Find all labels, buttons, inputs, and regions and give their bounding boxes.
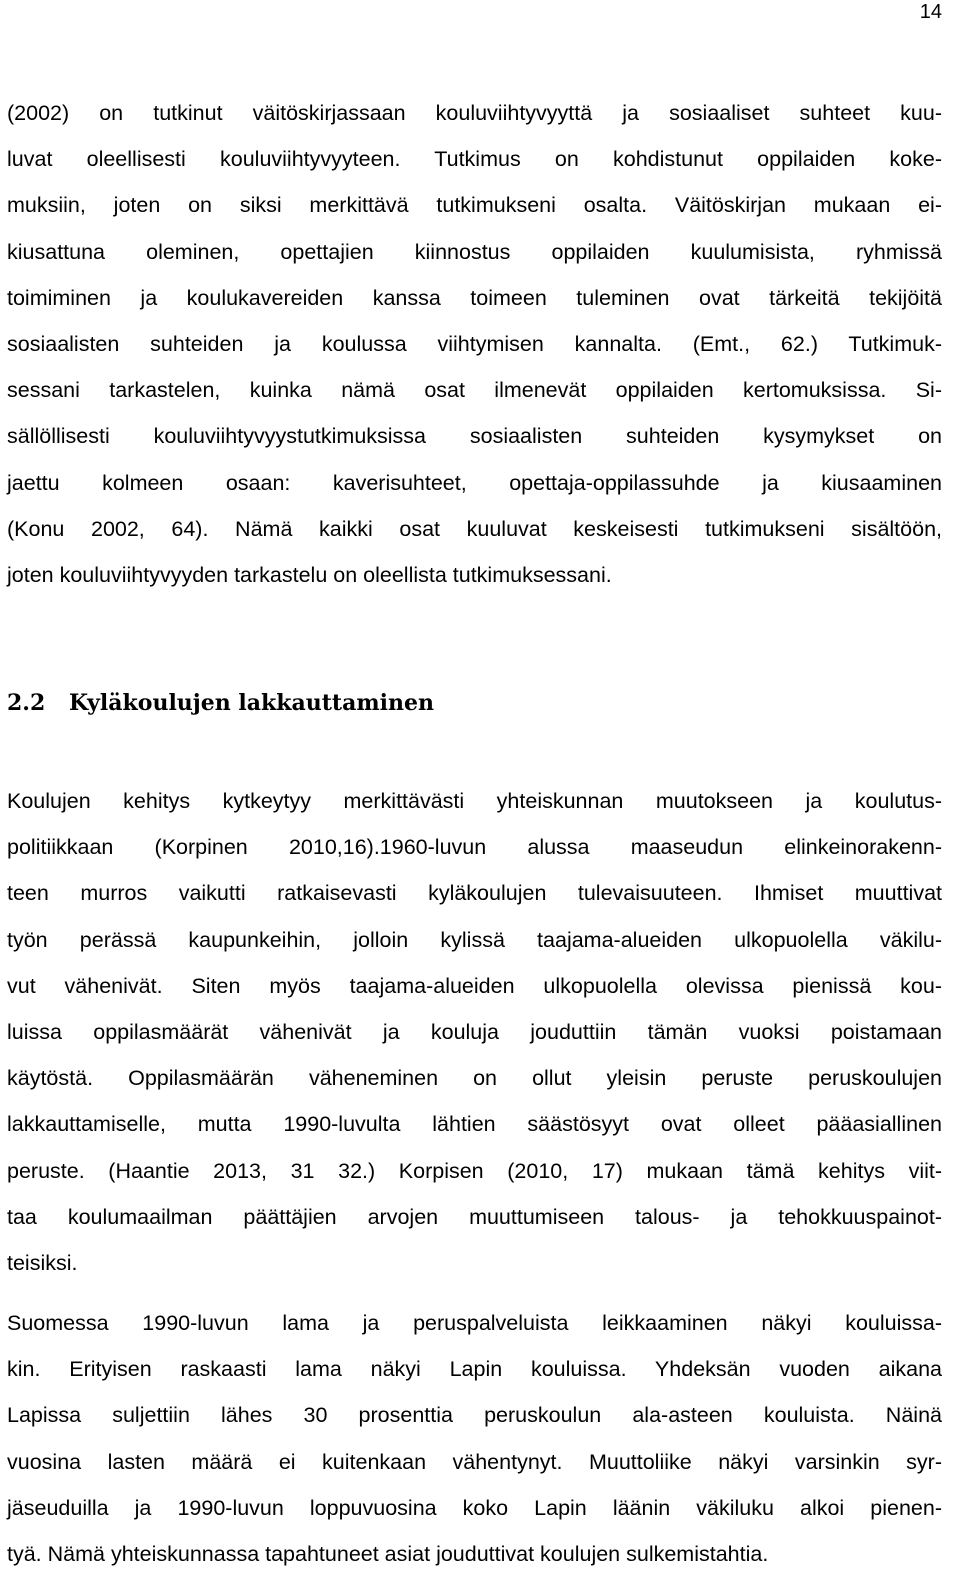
text-line: jäseuduilla ja 1990-luvun loppuvuosina koko Lapin läänin väkiluku alkoi pienen-: [7, 1495, 942, 1520]
text-line: työn perässä kaupunkeihin, jolloin kylissä taajama-alueiden ulkopuolella väkilu-: [7, 927, 942, 952]
text-line: tyä. Nämä yhteiskunnassa tapahtuneet asiat jouduttivat koulujen sulkemistahtia.: [7, 1542, 769, 1567]
section-title: Kyläkoulujen lakkauttaminen: [69, 690, 434, 716]
text-line: kin. Erityisen raskaasti lama näkyi Lapin kouluissa. Yhdeksän vuoden aikana: [7, 1357, 942, 1382]
text-line: käytöstä. Oppilasmäärän väheneminen on ollut yleisin peruste peruskoulujen: [7, 1066, 942, 1091]
text-line: toimiminen ja koulukavereiden kanssa toimeen tuleminen ovat tärkeitä tekijöitä: [7, 285, 942, 310]
text-line: teisiksi.: [7, 1251, 78, 1276]
section-heading: [7, 683, 434, 723]
text-line: Koulujen kehitys kytkeytyy merkittävästi yhteiskunnan muutokseen ja koulutus-: [7, 789, 942, 813]
text-line: vuosina lasten määrä ei kuitenkaan vähentynyt. Muuttoliike näkyi varsinkin syr-: [7, 1449, 942, 1474]
text-line: lakkauttamiselle, mutta 1990-luvulta lähtien säästösyyt ovat olleet pääasiallinen: [7, 1112, 942, 1137]
text-line: muksiin, joten on siksi merkittävä tutkimukseni osalta. Väitöskirjan mukaan ei-: [7, 193, 942, 218]
text-line: joten kouluviihtyvyyden tarkastelu on oleellista tutkimuksessani.: [7, 563, 612, 588]
body-paragraph: [7, 1300, 942, 1577]
text-line: sessani tarkastelen, kuinka nämä osat ilmenevät oppilaiden kertomuksissa. Si-: [7, 378, 942, 403]
text-line: (2002) on tutkinut väitöskirjassaan kouluviihtyvyyttä ja sosiaaliset suhteet kuu-: [7, 101, 942, 125]
text-line: politiikkaan (Korpinen 2010,16).1960-luvun alussa maaseudun elinkeinorakenn-: [7, 835, 942, 860]
section-number: 2.2: [7, 690, 46, 716]
text-line: peruste. (Haantie 2013, 31 32.) Korpisen (2010, 17) mukaan tämä kehitys viit-: [7, 1158, 942, 1183]
text-line: Lapissa suljettiin lähes 30 prosenttia peruskoulun ala-asteen kouluista. Näinä: [7, 1403, 942, 1428]
page-number: 14: [919, 1, 942, 23]
body-paragraph: [7, 90, 942, 598]
text-line: luissa oppilasmäärät vähenivät ja kouluja jouduttiin tämän vuoksi poistamaan: [7, 1020, 942, 1045]
text-line: sosiaalisten suhteiden ja koulussa viihtymisen kannalta. (Emt., 62.) Tutkimuk-: [7, 332, 942, 357]
text-line: Suomessa 1990-luvun lama ja peruspalveluista leikkaaminen näkyi kouluissa-: [7, 1311, 942, 1335]
text-line: taa koulumaailman päättäjien arvojen muuttumiseen talous- ja tehokkuuspainot-: [7, 1204, 942, 1229]
text-line: sällöllisesti kouluviihtyvyystutkimuksissa sosiaalisten suhteiden kysymykset on: [7, 424, 942, 449]
body-paragraph: [7, 778, 942, 1286]
text-line: (Konu 2002, 64). Nämä kaikki osat kuuluvat keskeisesti tutkimukseni sisältöön,: [7, 516, 942, 541]
text-line: jaettu kolmeen osaan: kaverisuhteet, opettaja-oppilassuhde ja kiusaaminen: [7, 470, 942, 495]
text-line: luvat oleellisesti kouluviihtyvyyteen. Tutkimus on kohdistunut oppilaiden koke-: [7, 147, 942, 172]
text-line: vut vähenivät. Siten myös taajama-alueiden ulkopuolella olevissa pienissä kou-: [7, 973, 942, 998]
text-line: kiusattuna oleminen, opettajien kiinnostus oppilaiden kuulumisista, ryhmissä: [7, 239, 942, 264]
text-line: teen murros vaikutti ratkaisevasti kyläkoulujen tulevaisuuteen. Ihmiset muuttivat: [7, 881, 942, 906]
